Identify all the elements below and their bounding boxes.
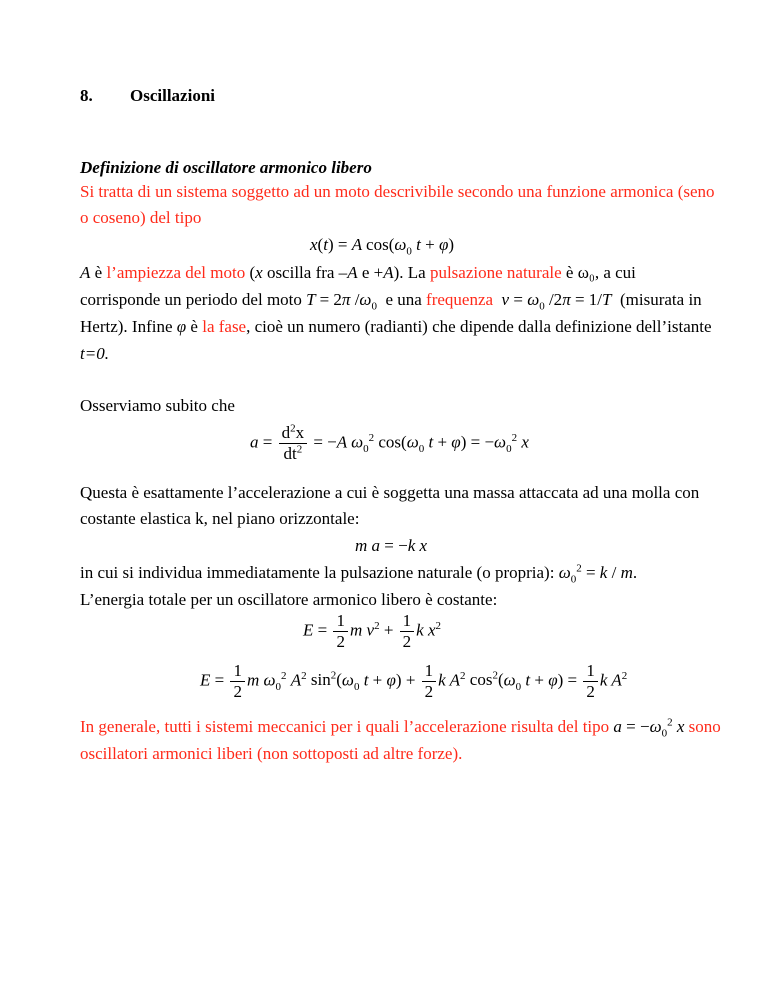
- general-after: sono: [688, 717, 721, 736]
- p2-a: corrisponde un periodo del moto: [80, 290, 307, 309]
- p2-d: (misurata in: [620, 290, 702, 309]
- general-line-2: oscillatori armonici liberi (non sottoposti ad altre forze).: [80, 744, 463, 763]
- paragraph-amplitude: [80, 263, 636, 283]
- frequency-formula: $\nu = \omega_0$ /2π = 1/T: [501, 290, 612, 313]
- general-formula: $a = -\omega_0^2$ x: [613, 716, 685, 740]
- subtitle: Definizione di oscillatore armonico libero: [80, 158, 372, 177]
- pulsation-formula: $\omega_0^2 = k / m$.: [558, 562, 638, 586]
- p3-a: Hertz). Infine: [80, 317, 177, 336]
- p1-f: oscilla fra –: [262, 263, 348, 282]
- paragraph-period: [80, 290, 702, 313]
- paragraph-t0: t=0.: [80, 344, 109, 363]
- p1-d: (: [245, 263, 256, 282]
- energy-text: L’energia totale per un oscillatore armonico libero è costante:: [80, 590, 498, 609]
- section-number: 8.: [80, 86, 93, 105]
- p1-l: è ω₀, a cui: [561, 263, 636, 282]
- general-text: In generale, tutti i sistemi meccanici per i quali l’accelerazione risulta del tipo: [80, 717, 610, 736]
- intro-line-2: o coseno) del tipo: [80, 208, 202, 227]
- equation-hooke: m a = −k x: [355, 536, 428, 555]
- accel-line-2: costante elastica k, nel piano orizzontale:: [80, 509, 360, 528]
- general-line-1: [80, 716, 721, 740]
- intro-line-1: Si tratta di un sistema soggetto ad un moto descrivibile secondo una funzione armonica (seno: [80, 182, 715, 201]
- paragraph-phase: [80, 317, 712, 337]
- p1-g: A: [347, 263, 358, 282]
- p2-b: e una: [385, 290, 427, 309]
- equation-acceleration: a = $\frac{d^2x}{dt^2}$ = −A $\omega_0^2$ $\cos(\omega_0$ $t + \varphi) = -\omega_0^2$ x: [250, 422, 529, 463]
- period-formula: T = 2π $/\omega_0$: [306, 290, 377, 313]
- equation-position: x(t) = A $\cos(\omega_0$ t + φ): [310, 235, 455, 258]
- amplitude-term: l’ampiezza del moto: [106, 263, 246, 282]
- equation-energy-1: E = $\frac{1}{2}$ m $v^2$ + $\frac{1}{2}$ k $x^2$: [303, 611, 441, 651]
- pulsation-line: [80, 562, 638, 586]
- p1-e: x: [255, 263, 263, 282]
- p1-i: A: [383, 263, 394, 282]
- frequency-term: frequenza: [426, 290, 494, 309]
- equation-energy-2: E = $\frac{1}{2}$ m $\omega_0^2$ $A^2$ $\sin^2(\omega_0$ t + φ) + $\frac{1}{2}$ k $A^2$ $\cos^2(\omega_0$ t + φ) = $\frac{1}{2}$ k $A^2$: [200, 661, 628, 701]
- pulsation-text: in cui si individua immediatamente la pulsazione naturale (o propria):: [80, 563, 555, 582]
- p1-a: A: [80, 263, 91, 282]
- phase-term: la fase: [202, 317, 247, 336]
- accel-line-1: Questa è esattamente l’accelerazione a cui è soggetta una massa attaccata ad una molla con: [80, 483, 700, 502]
- p3-b: φ: [176, 317, 187, 336]
- p3-e: , cioè un numero (radianti) che dipende dalla definizione dell’istante: [246, 317, 712, 336]
- section-title: Oscillazioni: [130, 86, 215, 105]
- p1-h: e +: [357, 263, 384, 282]
- p3-c: è: [186, 317, 203, 336]
- natural-pulsation-term: pulsazione naturale: [429, 263, 562, 282]
- p1-j: ). La: [393, 263, 430, 282]
- p1-b: è: [90, 263, 107, 282]
- observe-text: Osserviamo subito che: [80, 396, 235, 415]
